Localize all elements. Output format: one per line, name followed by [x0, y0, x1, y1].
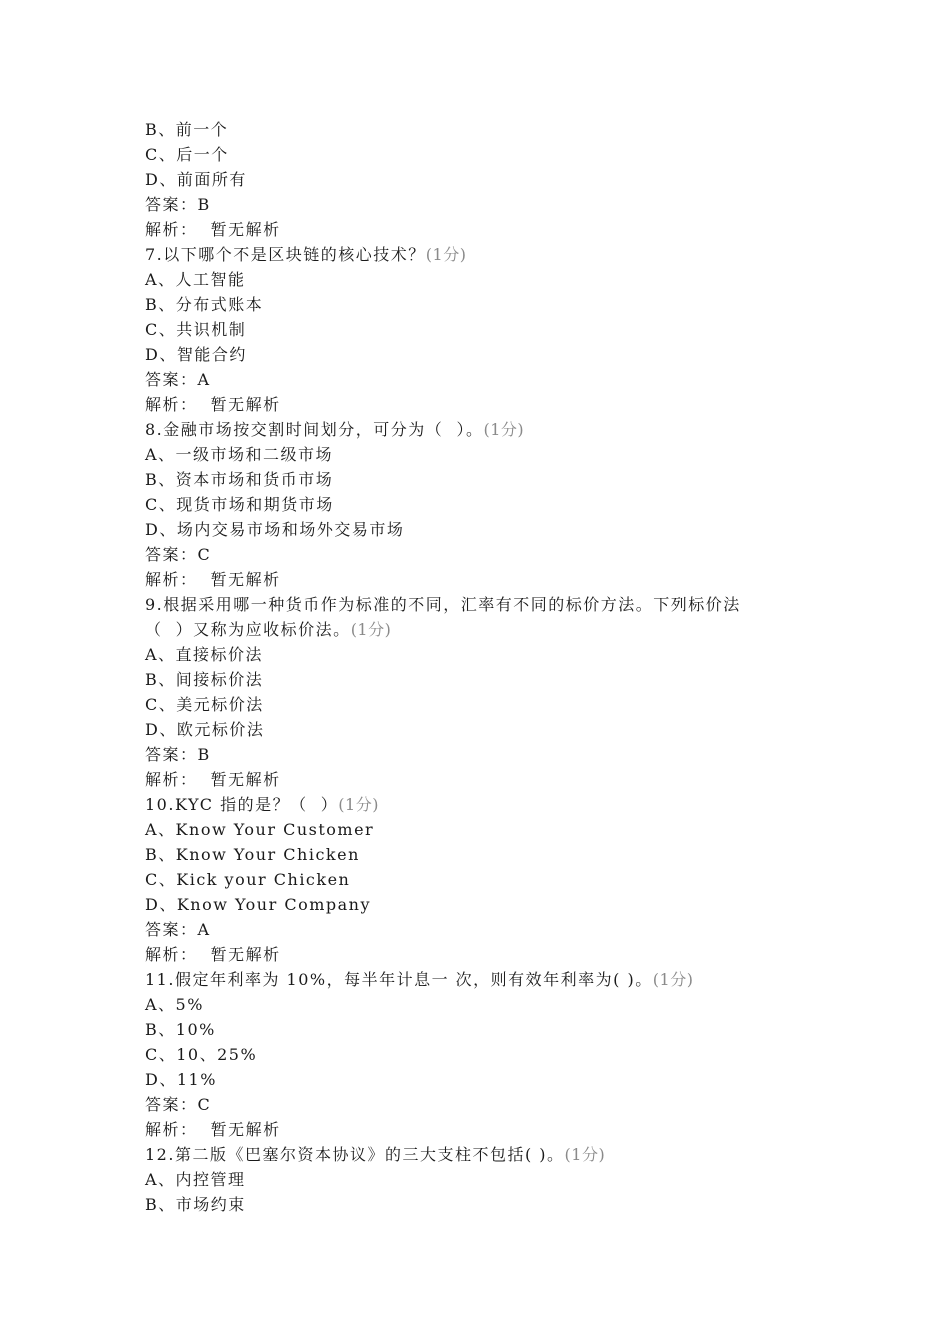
option-line: C、现货市场和期货市场	[145, 495, 334, 514]
question-score: (1分)	[338, 795, 379, 814]
question-score: (1分)	[483, 420, 525, 439]
option-line: A、一级市场和二级市场	[145, 445, 334, 464]
option-line: A、人工智能	[145, 270, 246, 289]
option-line: B、间接标价法	[145, 670, 264, 689]
option-line: D、前面所有	[145, 170, 247, 189]
question-score: (1分)	[425, 245, 467, 264]
analysis-line: 解析： 暂无解析	[145, 770, 281, 789]
option-line: B、分布式账本	[145, 295, 264, 314]
option-line: B、前一个	[145, 120, 229, 139]
answer-line: 答案：B	[145, 195, 211, 214]
question-stem-text: （ ）又称为应收标价法。	[145, 620, 351, 639]
option-line: C、美元标价法	[145, 695, 264, 714]
option-line: A、内控管理	[145, 1170, 246, 1189]
analysis-line: 解析： 暂无解析	[145, 220, 281, 239]
analysis-line: 解析： 暂无解析	[145, 570, 281, 589]
analysis-line: 解析： 暂无解析	[145, 945, 281, 964]
option-line: D、欧元标价法	[145, 720, 265, 739]
option-line: B、市场约束	[145, 1195, 246, 1214]
option-line: B、Know Your Chicken	[145, 845, 360, 864]
option-line: C、后一个	[145, 145, 229, 164]
answer-line: 答案：C	[145, 545, 212, 564]
question-stem	[145, 417, 825, 442]
question-score: (1分)	[652, 970, 694, 989]
option-line: D、Know Your Company	[145, 895, 372, 914]
question-stem	[145, 1142, 825, 1167]
option-line: D、11%	[145, 1070, 217, 1089]
answer-line: 答案：A	[145, 370, 211, 389]
option-line: A、Know Your Customer	[145, 820, 375, 839]
option-line: B、资本市场和货币市场	[145, 470, 334, 489]
question-list	[145, 117, 825, 1217]
question-stem	[145, 967, 825, 992]
option-line: D、智能合约	[145, 345, 247, 364]
option-line: C、10、25%	[145, 1045, 258, 1064]
question-stem: 9.根据采用哪一种货币作为标准的不同，汇率有不同的标价方法。下列标价法	[145, 595, 741, 614]
option-line: C、共识机制	[145, 320, 247, 339]
question-stem	[145, 792, 825, 817]
option-line: A、5%	[145, 995, 204, 1014]
question-stem-text: 8.金融市场按交割时间划分，可分为（ ）。	[145, 420, 484, 439]
answer-line: 答案：A	[145, 920, 211, 939]
answer-line: 答案：C	[145, 1095, 212, 1114]
answer-line: 答案：B	[145, 745, 211, 764]
option-line: A、直接标价法	[145, 645, 264, 664]
analysis-line: 解析： 暂无解析	[145, 1120, 281, 1139]
question-stem-continued	[145, 617, 825, 642]
question-score: (1分)	[564, 1145, 606, 1164]
question-stem-text: 12.第二版《巴塞尔资本协议》的三大支柱不包括( )。	[145, 1145, 565, 1164]
option-line: C、Kick your Chicken	[145, 870, 351, 889]
question-score: (1分)	[350, 620, 392, 639]
question-stem-text: 10.KYC 指的是？（ ）	[145, 795, 339, 814]
question-stem-text: 7.以下哪个不是区块链的核心技术？	[145, 245, 426, 264]
analysis-line: 解析： 暂无解析	[145, 395, 281, 414]
question-stem-text: 11.假定年利率为 10%，每半年计息一 次，则有效年利率为( )。	[145, 970, 653, 989]
question-stem	[145, 242, 825, 267]
option-line: D、场内交易市场和场外交易市场	[145, 520, 405, 539]
option-line: B、10%	[145, 1020, 216, 1039]
